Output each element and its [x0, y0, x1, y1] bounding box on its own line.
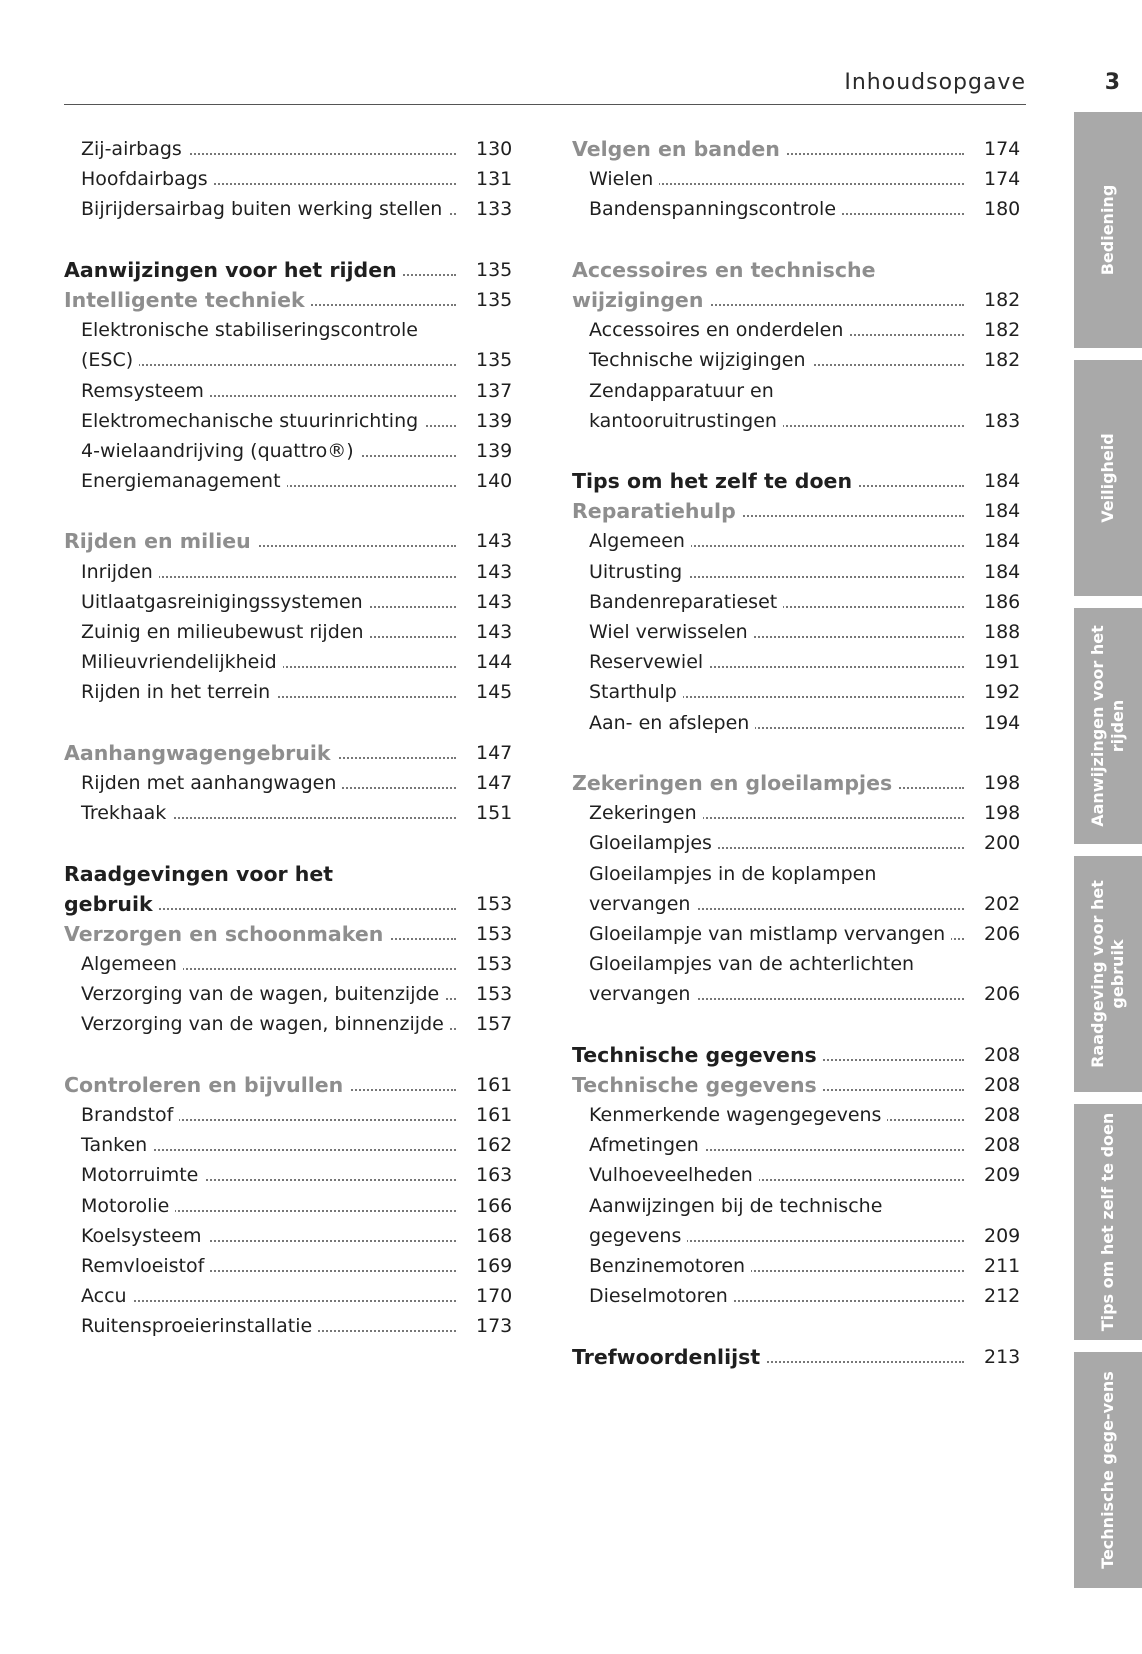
- toc-entry-title: Accessoires en onderdelen: [589, 315, 849, 345]
- toc-entry-title: Remvloeistof: [81, 1251, 210, 1281]
- toc-entry-title: Reparatiehulp: [572, 496, 742, 526]
- toc-entry-page: 198: [984, 768, 1028, 798]
- toc-entry-page: 151: [476, 798, 520, 828]
- toc-section-heading[interactable]: [572, 134, 1028, 164]
- toc-entry-title: Elektronische stabiliseringscontrole: [81, 315, 424, 345]
- toc-entry-title: Energiemanagement: [81, 466, 287, 496]
- toc-entry[interactable]: [64, 1009, 520, 1039]
- toc-entry-title: Aanhangwagengebruik: [64, 738, 337, 768]
- toc-entry-page: 194: [984, 708, 1028, 738]
- toc-entry[interactable]: [572, 1100, 1028, 1130]
- toc-entry-title: Algemeen: [589, 526, 691, 556]
- toc-entry-title: 4-wielaandrijving (quattro®): [81, 436, 360, 466]
- toc-entry-title: vervangen: [589, 979, 696, 1009]
- toc-entry[interactable]: [64, 617, 520, 647]
- toc-entry-page: 184: [984, 526, 1028, 556]
- toc-entry-page: 153: [476, 889, 520, 919]
- toc-entry[interactable]: [572, 315, 1028, 345]
- toc-entry-title: Koelsysteem: [81, 1221, 208, 1251]
- toc-spacer: [64, 1040, 520, 1070]
- toc-entry-page: 184: [984, 496, 1028, 526]
- page-number: 3: [1104, 70, 1120, 95]
- toc-entry-title: Technische gegevens: [572, 1040, 823, 1070]
- toc-entry-title: Technische wijzigingen: [589, 345, 812, 375]
- toc-entry-title: Verzorgen en schoonmaken: [64, 919, 389, 949]
- toc-entry[interactable]: [64, 949, 520, 979]
- toc-entry[interactable]: [64, 134, 520, 164]
- side-tab[interactable]: [1074, 1352, 1142, 1588]
- toc-entry-title: Gloeilampjes in de koplampen: [589, 859, 882, 889]
- side-tab[interactable]: [1074, 608, 1142, 844]
- toc-entry[interactable]: [64, 1100, 520, 1130]
- toc-section-heading[interactable]: [64, 889, 520, 919]
- toc-entry-title: Gloeilampje van mistlamp vervangen: [589, 919, 951, 949]
- toc-entry-title: Motorruimte: [81, 1160, 204, 1190]
- side-tab-label: Aanwijzingen voor het rijden: [1088, 625, 1127, 827]
- toc-entry[interactable]: [572, 889, 1028, 919]
- toc-entry-title: kantooruitrustingen: [589, 406, 783, 436]
- toc-entry-page: 144: [476, 647, 520, 677]
- toc-left-column: [64, 134, 520, 1342]
- toc-entry-title: Velgen en banden: [572, 134, 786, 164]
- toc-entry-page: 169: [476, 1251, 520, 1281]
- toc-entry-page: 139: [476, 406, 520, 436]
- toc-entry[interactable]: [64, 557, 520, 587]
- toc-entry[interactable]: [64, 406, 520, 436]
- toc-entry-page: 209: [984, 1221, 1028, 1251]
- toc-entry-title: (ESC): [81, 345, 139, 375]
- page-header-title: Inhoudsopgave: [844, 70, 1026, 95]
- toc-entry-title: Dieselmotoren: [589, 1281, 734, 1311]
- toc-entry-title: gebruik: [64, 889, 159, 919]
- toc-entry[interactable]: [64, 315, 520, 345]
- toc-section-heading[interactable]: [572, 1070, 1028, 1100]
- toc-entry-page: 209: [984, 1160, 1028, 1190]
- side-tab[interactable]: [1074, 360, 1142, 596]
- toc-entry-title: Bandenreparatieset: [589, 587, 783, 617]
- toc-entry-title: Zekeringen: [589, 798, 703, 828]
- toc-entry-page: 135: [476, 255, 520, 285]
- toc-entry-page: 135: [476, 345, 520, 375]
- toc-entry-title: Brandstof: [81, 1100, 179, 1130]
- toc-entry-title: Rijden in het terrein: [81, 677, 276, 707]
- toc-entry[interactable]: [572, 828, 1028, 858]
- toc-entry-title: Hoofdairbags: [81, 164, 214, 194]
- toc-entry-title: Rijden en milieu: [64, 526, 257, 556]
- toc-entry-title: Rijden met aanhangwagen: [81, 768, 342, 798]
- toc-section-heading[interactable]: [572, 496, 1028, 526]
- toc-entry-page: 208: [984, 1100, 1028, 1130]
- toc-entry-title: Inrijden: [81, 557, 159, 587]
- toc-entry[interactable]: [64, 1281, 520, 1311]
- toc-entry-page: 162: [476, 1130, 520, 1160]
- toc-entry-title: gegevens: [589, 1221, 687, 1251]
- toc-entry-title: Verzorging van de wagen, buitenzijde: [81, 979, 445, 1009]
- toc-entry[interactable]: [572, 345, 1028, 375]
- toc-entry-page: 170: [476, 1281, 520, 1311]
- toc-entry[interactable]: [572, 979, 1028, 1009]
- toc-section-heading[interactable]: [572, 466, 1028, 496]
- toc-entry-title: Wiel verwisselen: [589, 617, 754, 647]
- toc-entry-title: Starthulp: [589, 677, 683, 707]
- toc-entry-page: 153: [476, 949, 520, 979]
- toc-entry-page: 143: [476, 557, 520, 587]
- toc-entry[interactable]: [64, 587, 520, 617]
- toc-entry-title: Controleren en bijvullen: [64, 1070, 349, 1100]
- toc-entry-title: Verzorging van de wagen, binnenzijde: [81, 1009, 450, 1039]
- toc-entry-title: Elektromechanische stuurinrichting: [81, 406, 424, 436]
- toc-entry-title: wijzigingen: [572, 285, 709, 315]
- side-tab-label: Veiligheid: [1098, 433, 1117, 523]
- toc-entry-title: Aan- en afslepen: [589, 708, 755, 738]
- toc-entry-title: Raadgevingen voor het: [64, 859, 339, 889]
- toc-entry-page: 143: [476, 617, 520, 647]
- toc-section-heading[interactable]: [64, 859, 520, 889]
- toc-section-heading[interactable]: [572, 285, 1028, 315]
- toc-entry[interactable]: [572, 798, 1028, 828]
- side-tab-label: Technische gege-vens: [1098, 1371, 1117, 1569]
- toc-entry-page: 153: [476, 919, 520, 949]
- toc-entry-page: 182: [984, 315, 1028, 345]
- toc-entry-page: 206: [984, 919, 1028, 949]
- toc-entry-page: 200: [984, 828, 1028, 858]
- toc-entry[interactable]: [64, 1160, 520, 1190]
- toc-entry-page: 208: [984, 1070, 1028, 1100]
- toc-entry-title: Kenmerkende wagengegevens: [589, 1100, 887, 1130]
- toc-entry-title: Accessoires en technische: [572, 255, 882, 285]
- toc-entry[interactable]: [572, 617, 1028, 647]
- toc-spacer: [572, 225, 1028, 255]
- side-tab[interactable]: [1074, 112, 1142, 348]
- toc-entry[interactable]: [64, 436, 520, 466]
- toc-entry[interactable]: [64, 1130, 520, 1160]
- toc-entry-title: Algemeen: [81, 949, 183, 979]
- toc-section-heading[interactable]: [572, 1342, 1028, 1372]
- toc-entry[interactable]: [64, 647, 520, 677]
- toc-entry-page: 131: [476, 164, 520, 194]
- toc-entry-page: 137: [476, 376, 520, 406]
- toc-entry-title: Zij-airbags: [81, 134, 188, 164]
- toc-entry-title: Tips om het zelf te doen: [572, 466, 858, 496]
- toc-entry-page: 208: [984, 1130, 1028, 1160]
- toc-entry-page: 186: [984, 587, 1028, 617]
- toc-entry-page: 133: [476, 194, 520, 224]
- toc-entry-page: 182: [984, 345, 1028, 375]
- toc-entry-page: 202: [984, 889, 1028, 919]
- toc-entry-page: 145: [476, 677, 520, 707]
- toc-entry-title: Tanken: [81, 1130, 153, 1160]
- toc-entry-title: Trefwoordenlijst: [572, 1342, 766, 1372]
- toc-spacer: [64, 225, 520, 255]
- toc-entry[interactable]: [64, 466, 520, 496]
- toc-entry-title: Remsysteem: [81, 376, 210, 406]
- toc-entry-page: 163: [476, 1160, 520, 1190]
- toc-entry-title: Uitrusting: [589, 557, 688, 587]
- toc-entry-page: 173: [476, 1311, 520, 1341]
- toc-right-column: [572, 134, 1028, 1372]
- toc-entry-page: 174: [984, 164, 1028, 194]
- toc-entry[interactable]: [572, 1281, 1028, 1311]
- toc-section-heading[interactable]: [64, 738, 520, 768]
- toc-entry-page: 211: [984, 1251, 1028, 1281]
- toc-spacer: [64, 708, 520, 738]
- toc-entry-page: 198: [984, 798, 1028, 828]
- toc-entry-page: 153: [476, 979, 520, 1009]
- toc-spacer: [572, 1311, 1028, 1341]
- toc-entry[interactable]: [572, 526, 1028, 556]
- toc-section-heading[interactable]: [64, 255, 520, 285]
- toc-entry-page: 182: [984, 285, 1028, 315]
- toc-entry[interactable]: [572, 164, 1028, 194]
- toc-entry-page: 135: [476, 285, 520, 315]
- toc-entry-page: 161: [476, 1070, 520, 1100]
- toc-entry-title: Trekhaak: [81, 798, 172, 828]
- header-divider: [64, 104, 1026, 105]
- toc-entry[interactable]: [572, 557, 1028, 587]
- toc-entry[interactable]: [572, 1160, 1028, 1190]
- toc-entry-title: Ruitensproeierinstallatie: [81, 1311, 318, 1341]
- toc-entry-page: 130: [476, 134, 520, 164]
- toc-entry-page: 174: [984, 134, 1028, 164]
- side-tab[interactable]: [1074, 1104, 1142, 1340]
- toc-entry-page: 147: [476, 768, 520, 798]
- toc-entry[interactable]: [64, 1251, 520, 1281]
- toc-entry-title: Zuinig en milieubewust rijden: [81, 617, 370, 647]
- toc-entry[interactable]: [572, 1130, 1028, 1160]
- toc-entry-title: Gloeilampjes van de achterlichten: [589, 949, 920, 979]
- toc-entry[interactable]: [572, 1251, 1028, 1281]
- toc-entry[interactable]: [572, 1221, 1028, 1251]
- toc-entry[interactable]: [64, 979, 520, 1009]
- toc-section-heading[interactable]: [572, 768, 1028, 798]
- toc-entry-page: 184: [984, 557, 1028, 587]
- toc-section-heading[interactable]: [64, 919, 520, 949]
- toc-entry-title: Bijrijdersairbag buiten werking stellen: [81, 194, 448, 224]
- toc-entry-title: Accu: [81, 1281, 133, 1311]
- toc-entry-title: Zendapparatuur en: [589, 376, 780, 406]
- toc-entry[interactable]: [64, 768, 520, 798]
- toc-entry[interactable]: [572, 859, 1028, 889]
- toc-section-heading[interactable]: [64, 285, 520, 315]
- toc-entry-title: Motorolie: [81, 1191, 175, 1221]
- toc-entry-title: Aanwijzingen bij de technische: [589, 1191, 888, 1221]
- toc-entry[interactable]: [572, 919, 1028, 949]
- toc-entry[interactable]: [572, 708, 1028, 738]
- toc-spacer: [572, 436, 1028, 466]
- toc-entry-title: Milieuvriendelijkheid: [81, 647, 283, 677]
- toc-entry[interactable]: [572, 647, 1028, 677]
- side-tab-label: Raadgeving voor het gebruik: [1088, 880, 1127, 1068]
- toc-spacer: [64, 828, 520, 858]
- toc-entry-title: Technische gegevens: [572, 1070, 823, 1100]
- toc-entry[interactable]: [64, 345, 520, 375]
- toc-entry-page: 166: [476, 1191, 520, 1221]
- toc-entry-title: Vulhoeveelheden: [589, 1160, 759, 1190]
- toc-entry[interactable]: [572, 677, 1028, 707]
- toc-section-heading[interactable]: [572, 255, 1028, 285]
- toc-entry[interactable]: [572, 406, 1028, 436]
- toc-entry-page: 161: [476, 1100, 520, 1130]
- toc-entry[interactable]: [64, 1191, 520, 1221]
- side-tab[interactable]: [1074, 856, 1142, 1092]
- toc-entry[interactable]: [572, 949, 1028, 979]
- toc-entry-title: Reservewiel: [589, 647, 709, 677]
- toc-entry-page: 188: [984, 617, 1028, 647]
- toc-entry-page: 183: [984, 406, 1028, 436]
- toc-entry-page: 168: [476, 1221, 520, 1251]
- toc-entry[interactable]: [64, 194, 520, 224]
- toc-entry-title: Zekeringen en gloeilampjes: [572, 768, 898, 798]
- toc-entry[interactable]: [64, 1311, 520, 1341]
- toc-entry-page: 180: [984, 194, 1028, 224]
- toc-spacer: [64, 496, 520, 526]
- toc-entry-title: Wielen: [589, 164, 659, 194]
- toc-entry[interactable]: [64, 164, 520, 194]
- toc-entry[interactable]: [572, 194, 1028, 224]
- toc-spacer: [572, 738, 1028, 768]
- toc-entry-page: 184: [984, 466, 1028, 496]
- toc-entry-title: Aanwijzingen voor het rijden: [64, 255, 403, 285]
- toc-entry-title: Bandenspanningscontrole: [589, 194, 842, 224]
- toc-section-heading[interactable]: [572, 1040, 1028, 1070]
- toc-entry-page: 212: [984, 1281, 1028, 1311]
- toc-entry-page: 139: [476, 436, 520, 466]
- toc-dot-leader: [81, 1300, 456, 1302]
- toc-entry-title: Intelligente techniek: [64, 285, 311, 315]
- toc-entry-page: 143: [476, 587, 520, 617]
- toc-entry-title: Afmetingen: [589, 1130, 705, 1160]
- toc-entry-title: Benzinemotoren: [589, 1251, 751, 1281]
- toc-entry[interactable]: [572, 587, 1028, 617]
- toc-entry[interactable]: [64, 1221, 520, 1251]
- toc-spacer: [572, 1009, 1028, 1039]
- toc-entry-title: Gloeilampjes: [589, 828, 718, 858]
- toc-entry[interactable]: [572, 1191, 1028, 1221]
- toc-entry[interactable]: [64, 677, 520, 707]
- toc-section-heading[interactable]: [64, 1070, 520, 1100]
- toc-entry[interactable]: [64, 376, 520, 406]
- side-tab-label: Tips om het zelf te doen: [1098, 1112, 1117, 1332]
- toc-entry-page: 140: [476, 466, 520, 496]
- toc-entry-title: Uitlaatgasreinigingssystemen: [81, 587, 369, 617]
- toc-entry[interactable]: [572, 376, 1028, 406]
- toc-entry-page: 191: [984, 647, 1028, 677]
- toc-entry-page: 206: [984, 979, 1028, 1009]
- toc-entry-title: vervangen: [589, 889, 696, 919]
- toc-entry-page: 147: [476, 738, 520, 768]
- toc-entry-page: 208: [984, 1040, 1028, 1070]
- toc-entry-page: 192: [984, 677, 1028, 707]
- toc-entry[interactable]: [64, 798, 520, 828]
- toc-section-heading[interactable]: [64, 526, 520, 556]
- toc-entry-page: 157: [476, 1009, 520, 1039]
- toc-entry-page: 213: [984, 1342, 1028, 1372]
- toc-entry-page: 143: [476, 526, 520, 556]
- side-tab-label: Bediening: [1098, 184, 1117, 276]
